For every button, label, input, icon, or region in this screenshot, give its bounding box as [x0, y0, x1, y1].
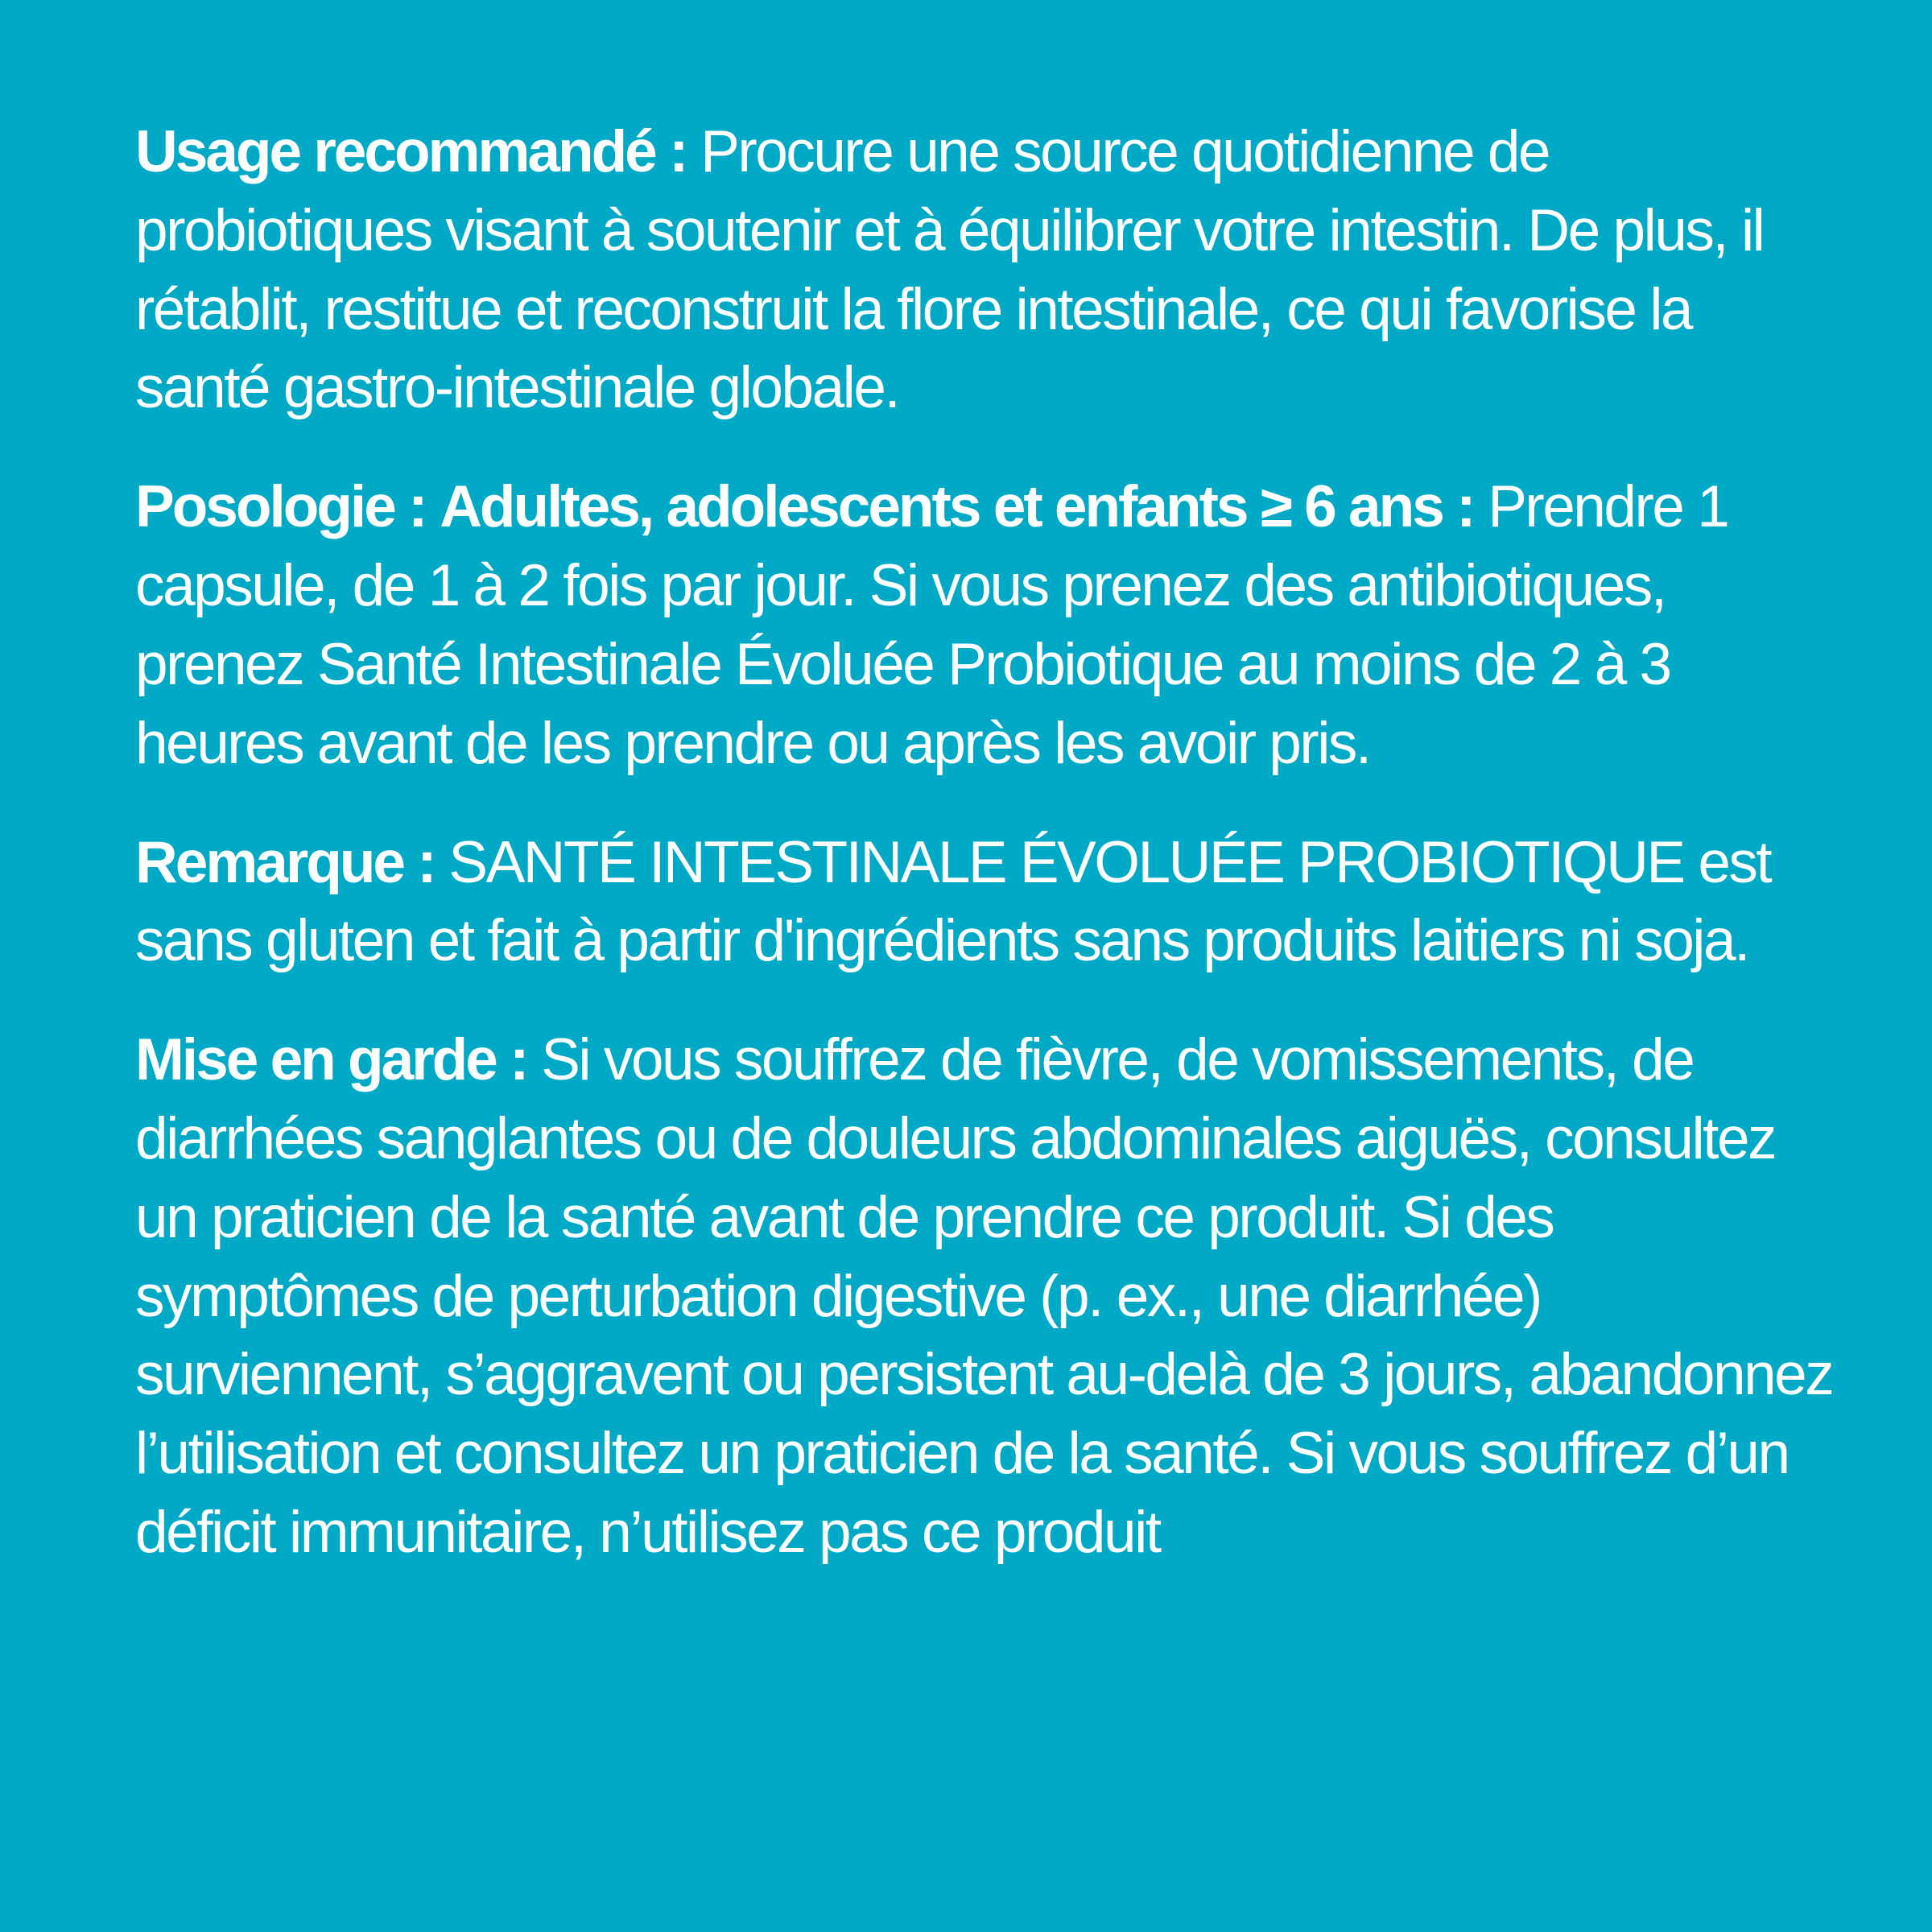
usage-label: Usage recommandé :	[135, 119, 687, 184]
dosage-label: Posologie :	[135, 474, 426, 540]
dosage-text: Prendre 1 capsule, de 1 à 2 fois par jour. Si vous prenez des antibiotiques, prenez Santé Intestinale Évoluée Probiotique au moins de 2 à 3 heures avant de les prendre ou après les avoir pris.	[135, 474, 1728, 776]
warning-label: Mise en garde :	[135, 1027, 527, 1093]
dosage-audience-label: Adultes, adolescents et enfants ≥ 6 ans :	[440, 474, 1474, 540]
warning-text: Si vous souffrez de fièvre, de vomissements, de diarrhées sanglantes ou de douleurs abdominales aiguës, consultez un praticien de la santé avant de prendre ce produit. Si des symptômes de perturbation digestive (p. ex., une diarrhée) surviennent, s’aggravent ou persistent au-delà de 3 jours, abandonnez l’utilisation et consultez un praticien de la santé. Si vous souffrez d’un déficit immunitaire, n’utilisez pas ce produit	[135, 1027, 1833, 1565]
warning-section	[135, 1021, 1835, 1572]
note-section	[135, 824, 1835, 981]
usage-section	[135, 113, 1835, 427]
note-label: Remarque :	[135, 829, 435, 895]
usage-text: Procure une source quotidienne de probiotiques visant à soutenir et à équilibrer votre intestin. De plus, il rétablit, restitue et reconstruit la flore intestinale, ce qui favorise la santé gastro-intestinale globale.	[135, 119, 1764, 421]
dosage-section	[135, 468, 1835, 782]
note-text: SANTÉ INTESTINALE ÉVOLUÉE PROBIOTIQUE est sans gluten et fait à partir d'ingrédients sans produits laitiers ni soja.	[135, 829, 1771, 974]
